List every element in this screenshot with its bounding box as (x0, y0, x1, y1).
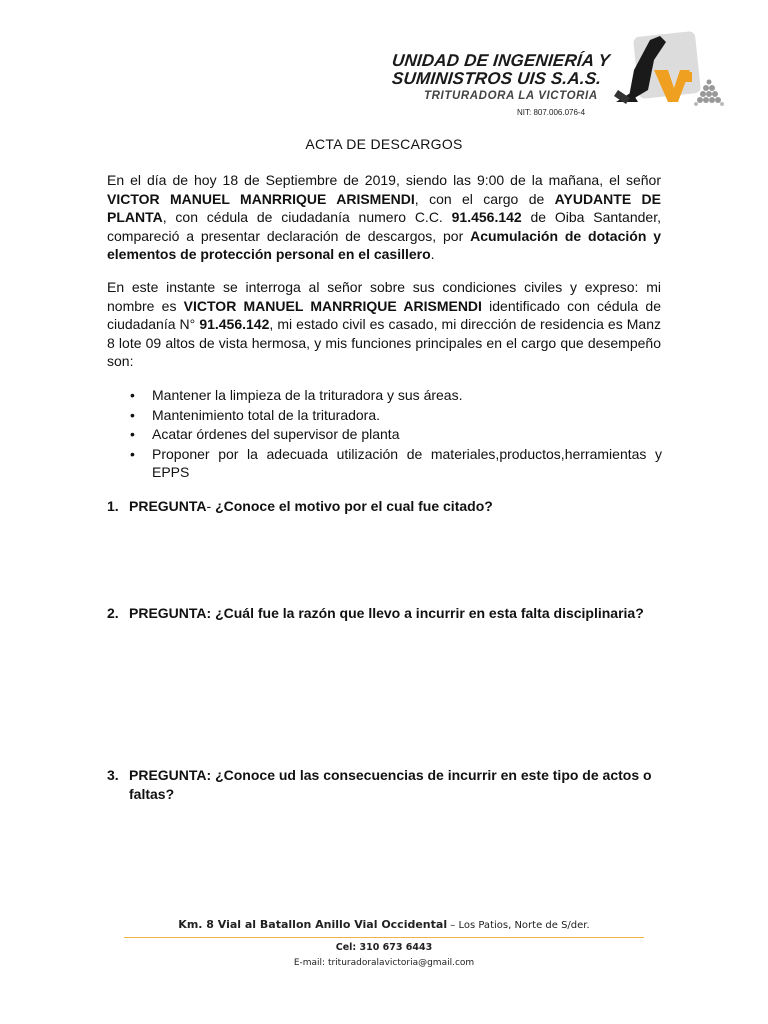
question-text: ¿Conoce el motivo por el cual fue citado? (215, 498, 493, 514)
bullet-icon: • (130, 445, 135, 462)
list-item-text: Mantenimiento total de la trituradora. (152, 406, 381, 423)
question-1 (107, 497, 667, 516)
text-span: . (430, 246, 435, 262)
list-item (128, 425, 662, 444)
infraction-reason: Acumulación de dotación y elementos de protección personal en el casillero (107, 227, 662, 262)
footer-phone: Cel: 310 673 6443 (335, 942, 433, 953)
company-nit: NIT: 807.006.076-4 (517, 108, 586, 117)
list-item-text: Acatar órdenes del supervisor de planta (152, 426, 400, 442)
question-text: ¿Cuál fue la razón que llevo a incurrir en esta falta disciplinaria? (215, 605, 644, 621)
question-separator: - (206, 498, 216, 514)
list-item (128, 445, 662, 482)
document-title: ACTA DE DESCARGOS (305, 136, 463, 152)
question-text: ¿Conoce ud las consecuencias de incurrir en este tipo de actos o faltas? (129, 767, 652, 802)
text-span: de Oiba Santander, compareció a presentar declaración de descargos, por (107, 209, 661, 244)
page-footer (0, 918, 768, 970)
bullet-icon: • (130, 387, 135, 403)
excavator-logo-icon (608, 30, 728, 110)
question-label: PREGUNTA (129, 605, 207, 621)
company-subtitle: TRITURADORA LA VICTORIA (424, 90, 598, 102)
question-3 (107, 766, 667, 803)
employee-name: VICTOR MANUEL MANRRIQUE ARISMENDI (183, 297, 482, 314)
paragraph-intro (107, 171, 661, 264)
list-item (128, 406, 662, 425)
footer-address (0, 918, 768, 933)
text-span: En el día de hoy 18 de Septiembre de 2019, siendo las 9:00 de la mañana, el señor (107, 172, 661, 188)
question-number: 3. (107, 767, 119, 783)
employee-id: 91.456.142 (451, 209, 522, 225)
functions-list (128, 386, 662, 483)
employee-name: VICTOR MANUEL MANRRIQUE ARISMENDI (107, 190, 415, 207)
text-span: , con cédula de ciudadanía numero C.C. (162, 209, 452, 225)
company-name-line2: SUMINISTROS UIS S.A.S. (391, 69, 603, 88)
question-label: PREGUNTA (129, 498, 207, 514)
company-name-line1: UNIDAD DE INGENIERÍA Y (391, 51, 611, 70)
footer-address-city: – Los Patios, Norte de S/der. (447, 920, 590, 931)
text-span: , mi estado civil es casado, mi dirección de residencia es Manz 8 lote 09 altos de vista hermosa, y mis funciones principales en el cargo que desempeño son: (107, 316, 661, 369)
text-span: , con el cargo de (414, 190, 555, 207)
employee-role: AYUDANTE DE PLANTA (107, 190, 661, 225)
bullet-icon: • (130, 406, 135, 423)
list-item-text: Mantener la limpieza de la trituradora y sus áreas. (152, 387, 463, 403)
bullet-icon: • (130, 426, 135, 442)
question-2 (107, 604, 667, 623)
footer-divider (124, 937, 644, 938)
employee-id: 91.456.142 (199, 316, 270, 332)
text-span: identificado con cédula de ciudadanía N° (107, 297, 661, 332)
footer-address-main: Km. 8 Vial al Batallon Anillo Vial Occidental (178, 918, 448, 931)
text-span: En este instante se interroga al señor sobre sus condiciones civiles y expreso: mi nombre es (107, 279, 661, 314)
question-number: 2. (107, 605, 119, 621)
list-item-text: Proponer por la adecuada utilización de materiales,productos,herramientas y EPPS (152, 445, 662, 480)
question-number: 1. (107, 498, 119, 514)
list-item (128, 386, 662, 405)
question-separator: : (206, 767, 216, 783)
question-label: PREGUNTA (129, 767, 207, 783)
question-separator: : (206, 605, 216, 621)
footer-email: E-mail: trituradoralavictoria@gmail.com (293, 958, 475, 968)
company-header (391, 51, 617, 117)
paragraph-statement (107, 278, 661, 371)
